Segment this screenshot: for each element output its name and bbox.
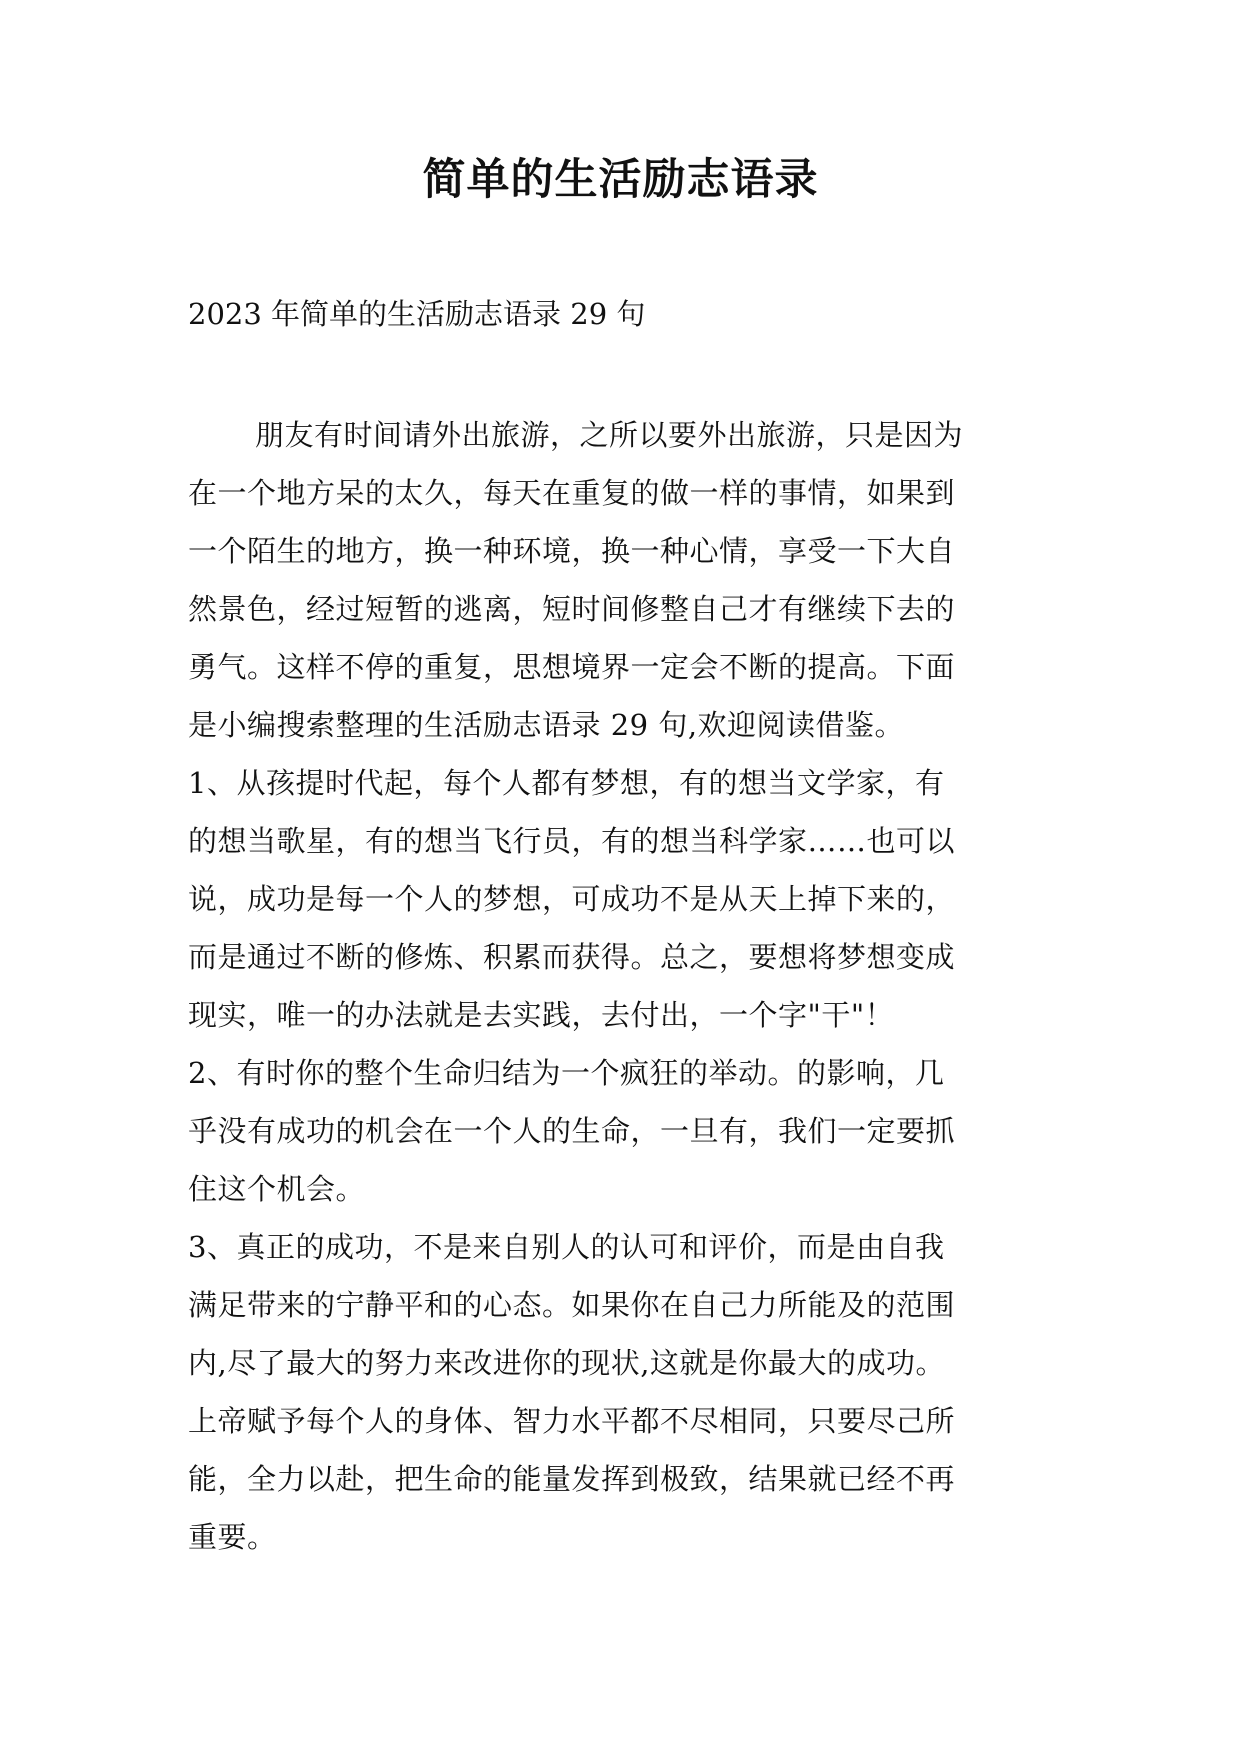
paragraph-line: 1、从孩提时代起，每个人都有梦想，有的想当文学家，有 bbox=[188, 766, 945, 800]
document-title: 简单的生活励志语录 bbox=[422, 155, 819, 205]
paragraph-line: 在一个地方呆的太久，每天在重复的做一样的事情，如果到 bbox=[188, 476, 956, 510]
paragraph-line: 一个陌生的地方，换一种环境，换一种心情，享受一下大自 bbox=[188, 534, 956, 568]
document-subtitle: 2023 年简单的生活励志语录 29 句 bbox=[188, 297, 646, 331]
paragraph-line: 乎没有成功的机会在一个人的生命，一旦有，我们一定要抓 bbox=[188, 1114, 956, 1148]
paragraph-line: 是小编搜索整理的生活励志语录 29 句,欢迎阅读借鉴。 bbox=[188, 708, 905, 742]
paragraph-line: 内,尽了最大的努力来改进你的现状,这就是你最大的成功。 bbox=[188, 1346, 945, 1380]
paragraph-line: 而是通过不断的修炼、积累而获得。总之，要想将梦想变成 bbox=[188, 940, 956, 974]
paragraph-line: 重要。 bbox=[188, 1520, 277, 1554]
paragraph-line: 满足带来的宁静平和的心态。如果你在自己力所能及的范围 bbox=[188, 1288, 956, 1322]
paragraph-line: 2、有时你的整个生命归结为一个疯狂的举动。的影响，几 bbox=[188, 1056, 945, 1090]
paragraph-line: 3、真正的成功，不是来自别人的认可和评价，而是由自我 bbox=[188, 1230, 945, 1264]
paragraph-line: 住这个机会。 bbox=[188, 1172, 366, 1206]
paragraph-line: 的想当歌星，有的想当飞行员，有的想当科学家……也可以 bbox=[188, 824, 956, 858]
paragraph-line: 说，成功是每一个人的梦想，可成功不是从天上掉下来的， bbox=[188, 882, 956, 916]
paragraph-line: 能，全力以赴，把生命的能量发挥到极致，结果就已经不再 bbox=[188, 1462, 956, 1496]
paragraph-line: 上帝赋予每个人的身体、智力水平都不尽相同，只要尽己所 bbox=[188, 1404, 956, 1438]
document-body bbox=[188, 406, 1058, 1566]
paragraph-line: 朋友有时间请外出旅游，之所以要外出旅游，只是因为 bbox=[255, 418, 964, 452]
paragraph-line: 勇气。这样不停的重复，思想境界一定会不断的提高。下面 bbox=[188, 650, 956, 684]
paragraph-line: 然景色，经过短暂的逃离，短时间修整自己才有继续下去的 bbox=[188, 592, 956, 626]
paragraph-line: 现实，唯一的办法就是去实践，去付出，一个字"干"！ bbox=[188, 998, 895, 1032]
